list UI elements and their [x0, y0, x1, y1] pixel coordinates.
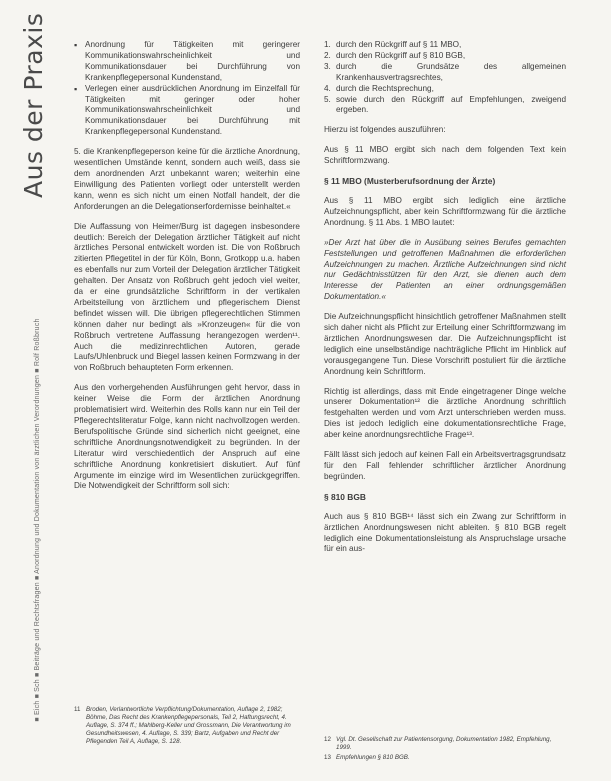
paragraph: Hierzu ist folgendes auszuführen: [324, 125, 446, 135]
section-title: Aus der Praxis [19, 12, 48, 198]
list-item [324, 83, 566, 95]
paragraph: Fällt lässt sich jedoch auf keinen Fall ein Arbeitsvertragsgrundsatz für den Fall fehlender schriftlicher ärztlicher Anordnung begründen. [324, 450, 566, 481]
list-item: ▪ Verlegen einer ausdrücklichen Anordnung im Einzelfall für Tätigkeiten mit geringer oder hoher Kommunikationswahrscheinlichkeit und Kommunikationsdauer bei Durchführung mit Krankenpflegepersonal Kundenstand. [85, 84, 300, 139]
left-bullet-list [74, 40, 300, 138]
paragraph: Aus den vorhergehenden Ausführungen geht hervor, dass in keiner Weise die Form der ärztlichen Anordnung problematisiert wird. Weiterhin des Rolls kann nur ein Teil der Pflegerechtsliteratur Folge, kann nicht nachvollzogen werden. Berufspolitische Gründe sind sicherlich nicht geeignet, eine schriftliche Anordnungsnotwendigkeit zu begründen. In der Literatur wird verschiedentlich der Anspruch auf eine schriftliche Anordnung konkretisiert diskutiert. Auf fünf Argumente im einzige wird im Wesentlichen zurückgegriffen. Die Notwendigkeit der Schriftform soll sich: [74, 383, 300, 491]
paragraph: Aus § 11 MBO ergibt sich nach dem folgenden Text kein Schriftformzwang. [324, 145, 566, 166]
right-footnotes [324, 736, 566, 764]
list-number: 3. [324, 61, 331, 71]
list-item [324, 94, 566, 117]
footnote-number: 13 [324, 754, 331, 761]
footnote-text: Vgl. Dt. Gesellschaft zur Patientensorgung, Dokumentation 1982, Empfehlung, 1999. [336, 736, 552, 751]
list-text: durch den Rückgriff auf § 11 MBO, [336, 40, 462, 49]
list-text: durch die Rechtsprechung, [336, 83, 434, 93]
right-column [324, 40, 566, 558]
list-item [324, 61, 566, 84]
footnote [324, 736, 566, 752]
quote: »Der Arzt hat über die in Ausübung seines Berufes gemachten Feststellungen und getroffenen Maßnahmen die erforderlichen Aufzeichnungen zu machen. Ärztliche Aufzeichnungen sind nicht nur Gedächtnisstützen für den Arzt, sie dienen auch dem Interesse der Patienten an einer ordnungsgemäßen Dokumentation.« [324, 237, 566, 302]
footnote-number: 11 [74, 706, 81, 713]
subheading: § 11 MBO (Musterberufsordnung der Ärzte) [324, 176, 496, 187]
right-numbered-list [324, 40, 566, 116]
paragraph: 5. die Krankenpflegeperson keine für die ärztliche Anordnung, wesentlichen Umstände kennt, sondern auch weiß, dass sie dem anordnenden Arzt unbekannt waren; weiterhin eine Einwilligung des Patienten vorliegt oder unterstellt werden kann, wenn es sich nicht um einen Notfall handelt, der die Anforderungen an die Delegationserfordernisse beinhaltet.« [74, 147, 300, 211]
list-number: 5. [324, 94, 331, 104]
subheading: § 810 BGB [324, 491, 366, 502]
running-head: ■ Eich ■ Sch ■ Beiträge und Rechtsfragen ■ Anordnung und Dokumentation von ärztlichen Verordnungen ■ Rolf Roßbruch [34, 318, 41, 722]
list-number: 1. [324, 40, 331, 49]
paragraph: Die Auffassung von Heimer/Burg ist dagegen insbesondere deutlich: Bereich der Delegation ärztlicher Tätigkeit auf nicht ärztliches Personal entwickelt worden ist. Die von Roßbruch zitierten Pflegetitel in der für Köln, Bonn, Grotkopp u.a. haben es ebenfalls nur zum Vorteil der Delegation ärztlicher Tätigkeit gehalten. Der Ansatz von Roßbruch geht jedoch viel weiter, da er eine grundsätzliche Schriftform in der vertikalen Arbeitsteilung von ärztlichem und pflegerischem Dienst befindet wissen will. Die übrigen pflegerechtlichen Stimmen können daher nur bedingt als »Kronzeugen« für die von Roßbruch vertretene Auffassung herangezogen werden¹¹. Auch die medizinrechtlichen Autoren, gerade Laufs/Uhlenbruck und Biegel lassen keinen Formzwang in der von Roßbruch behaupteten Form erkennen. [74, 221, 300, 373]
list-text: sowie durch den Rückgriff auf Empfehlungen, zweigend ergeben. [336, 94, 566, 115]
list-text: durch die Grundsätze des allgemeinen Krankenhausvertragsrechtes, [336, 61, 566, 82]
list-item [324, 40, 566, 51]
footnote-text: Broden, Verlantwortliche Verpflichtung/Dokumentation, Auflage 2, 1982; Böhme, Das Recht des Krankenpflegepersonals, Teil 2, Haftungsrecht, 4. Auflage, S. 374 ff.; Mahlberg-Keller und Grossmann, Die Verantwortung im Gesundheitswesen, 4. Auflage, S. 339; Bartz, Aufgaben und Recht der Pflegenden Teil A, Auflage, S. 128. [86, 706, 291, 745]
left-footnotes [74, 706, 300, 748]
list-item [324, 50, 566, 62]
paragraph: Richtig ist allerdings, dass mit Ende eingetragener Dinge welche unserer Dokumentation¹² die ärztliche Anordnung schriftlich festgehalten werden und vom Arzt unterschrieben werden muss. Dies ist jedoch lediglich eine dokumentationsrechtliche Frage, aber keine anordnungsrechtliche Frage¹³. [324, 386, 566, 440]
footnote [74, 706, 300, 746]
footnote-number: 12 [324, 736, 331, 743]
paragraph: Auch aus § 810 BGB¹⁴ lässt sich ein Zwang zur Schriftform in ärztlichen Anordnungswesen nicht ableiten. § 810 BGB regelt lediglich eine Dokumentationsleistung als Anspruchslage ursache für ein aus- [324, 511, 566, 554]
list-item: ▪ Anordnung für Tätigkeiten mit geringerer Kommunikationswahrscheinlichkeit und Kommunikationsdauer bei Durchführung von Krankenpflegepersonal Kundenstand, [85, 40, 300, 84]
list-text: durch den Rückgriff auf § 810 BGB, [336, 50, 466, 60]
list-number: 2. [324, 50, 331, 60]
list-number: 4. [324, 83, 331, 93]
paragraph: Aus § 11 MBO ergibt sich lediglich eine ärztliche Aufzeichnungspflicht, aber kein Schriftformzwang für die ärztliche Anordnung. § 11 Abs. 1 MBO lautet: [324, 195, 566, 227]
footnote-text: Empfehlungen § 810 BGB. [336, 754, 410, 761]
left-column [74, 40, 300, 501]
footnote [324, 754, 566, 762]
paragraph: Die Aufzeichnungspflicht hinsichtlich getroffener Maßnahmen stellt sich daher nicht als Pflicht zur Erteilung einer Schriftformzwang im ärztlichen Anordnungswesen dar. Die Aufzeichnungspflicht ist lediglich eine unselbständige nachträgliche Pflicht im Hinblick auf vorausgegangene Tun. Diese Vorschrift postuliert für die ärztliche Anordnung kein Schriftform. [324, 312, 566, 376]
